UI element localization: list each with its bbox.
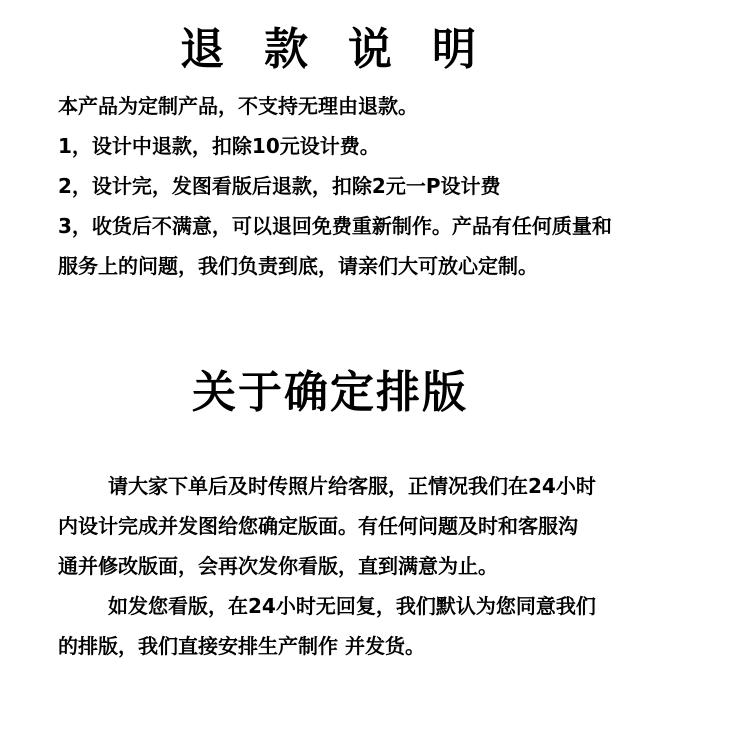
refund-line: 服务上的问题，我们负责到底，请亲们大可放心定制。 <box>58 254 538 278</box>
layout-confirm-section <box>58 466 738 666</box>
refund-line: 1，设计中退款，扣除10元设计费。 <box>58 134 380 158</box>
layout-confirm-title: 关于确定排版 <box>192 367 468 418</box>
layout-confirm-line: 如发您看版，在24小时无回复，我们默认为您同意我们 <box>108 594 596 618</box>
refund-section <box>58 86 738 286</box>
layout-confirm-line: 的排版，我们直接安排生产制作 并发货。 <box>58 634 425 658</box>
refund-title: 退款说明 <box>180 24 516 75</box>
layout-confirm-line: 通并修改版面，会再次发你看版，直到满意为止。 <box>58 554 498 578</box>
refund-line: 本产品为定制产品，不支持无理由退款。 <box>58 94 418 118</box>
layout-confirm-line: 内设计完成并发图给您确定版面。有任何问题及时和客服沟 <box>58 514 578 538</box>
refund-line: 2，设计完，发图看版后退款，扣除2元一P设计费 <box>58 174 501 198</box>
layout-confirm-line: 请大家下单后及时传照片给客服，正情况我们在24小时 <box>108 474 596 498</box>
refund-line: 3，收货后不满意，可以退回免费重新制作。产品有任何质量和 <box>58 214 612 238</box>
